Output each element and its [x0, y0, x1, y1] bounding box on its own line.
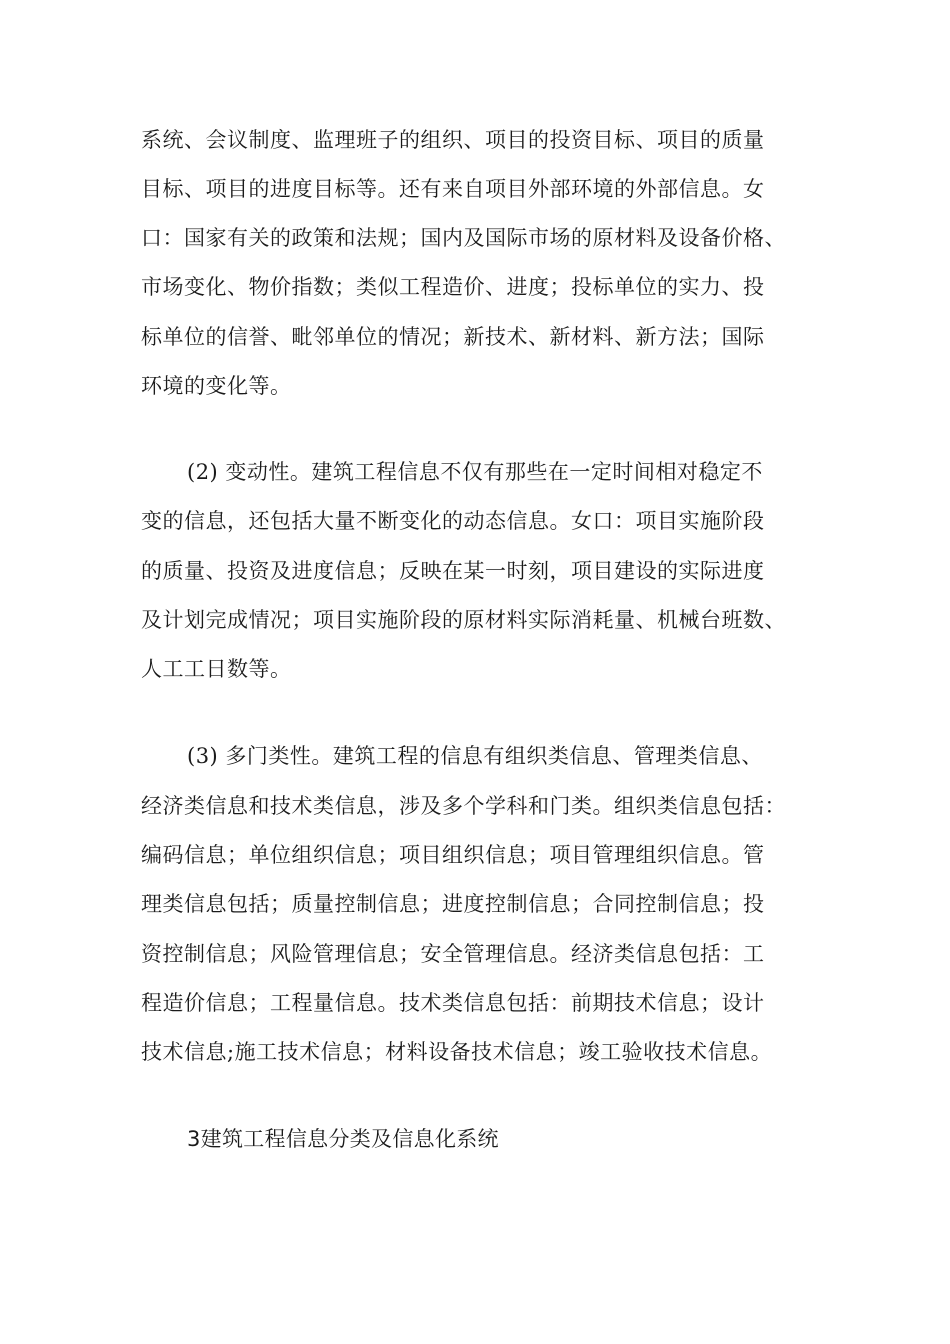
paragraph-line: (2) 变动性。建筑工程信息不仅有那些在一定时间相对稳定不: [187, 460, 763, 484]
paragraph-line: 及计划完成情况；项目实施阶段的原材料实际消耗量、机械台班数、: [141, 608, 786, 632]
paragraph-line: 人工工日数等。: [141, 657, 292, 681]
paragraph-line: 标单位的信誉、毗邻单位的情况；新技术、新材料、新方法；国际: [141, 325, 765, 349]
paragraph-line: 口：国家有关的政策和法规；国内及国际市场的原材料及设备价格、: [141, 226, 786, 250]
paragraph-line: 理类信息包括；质量控制信息；进度控制信息；合同控制信息；投: [141, 892, 765, 916]
paragraph-line: 变的信息，还包括大量不断变化的动态信息。女口：项目实施阶段: [141, 509, 765, 533]
paragraph-line: 程造价信息；工程量信息。技术类信息包括：前期技术信息；设计: [141, 991, 765, 1015]
paragraph-line: 经济类信息和技术类信息，涉及多个学科和门类。组织类信息包括：: [141, 794, 786, 818]
paragraph-line: 资控制信息；风险管理信息；安全管理信息。经济类信息包括：工: [141, 942, 765, 966]
paragraph-line: (3) 多门类性。建筑工程的信息有组织类信息、管理类信息、: [187, 744, 763, 768]
paragraph-line: 环境的变化等。: [141, 374, 292, 398]
section-heading: 3建筑工程信息分类及信息化系统: [187, 1127, 499, 1151]
paragraph-line: 编码信息；单位组织信息；项目组织信息；项目管理组织信息。管: [141, 843, 765, 867]
paragraph-line: 市场变化、物价指数；类似工程造价、进度；投标单位的实力、投: [141, 275, 765, 299]
paragraph-line: 的质量、投资及进度信息；反映在某一时刻，项目建设的实际进度: [141, 559, 765, 583]
paragraph-line: 系统、会议制度、监理班子的组织、项目的投资目标、项目的质量: [141, 128, 765, 152]
paragraph-line: 目标、项目的进度目标等。还有来自项目外部环境的外部信息。女: [141, 177, 765, 201]
paragraph-line: 技术信息;施工技术信息；材料设备技术信息；竣工验收技术信息。: [141, 1040, 773, 1064]
